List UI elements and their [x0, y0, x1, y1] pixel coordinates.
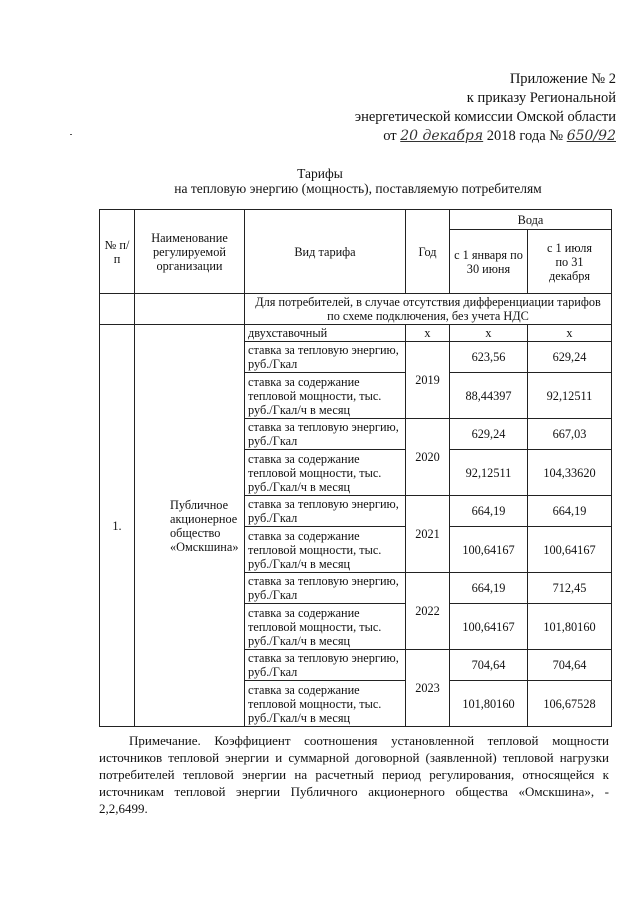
- x-mark: х: [406, 325, 450, 342]
- value-cell: 106,67528: [528, 681, 612, 727]
- note-text: Примечание. Коэффициент соотношения установленной тепловой мощности источников тепловой энергии и суммарной договорной (заявленной) тепловой нагрузки потребителей тепловой энергии на расчетный период регулирования, относящейся к источникам тепловой энергии Публичного акционерного общества «Омскшина», - 2,2,6499.: [99, 733, 609, 816]
- value-cell: 92,12511: [450, 450, 528, 496]
- date-year: 2018 года №: [486, 128, 564, 144]
- year-cell: 2021: [406, 496, 450, 573]
- year-cell: 2020: [406, 419, 450, 496]
- consumers-row: Для потребителей, в случае отсутствия дифференциации тарифов по схеме подключения, без учета НДС: [245, 294, 612, 325]
- scan-mark: [70, 134, 72, 135]
- two-part-label: двухставочный: [245, 325, 406, 342]
- rate-capacity-label: ставка за содержание тепловой мощности, тыс. руб./Гкал/ч в месяц: [245, 373, 406, 419]
- value-cell: 667,03: [528, 419, 612, 450]
- date-prefix: от: [383, 128, 397, 144]
- value-cell: 88,44397: [450, 373, 528, 419]
- value-cell: 629,24: [528, 342, 612, 373]
- document-subtitle: на тепловую энергию (мощность), поставляемую потребителям: [174, 181, 542, 196]
- year-cell: 2022: [406, 573, 450, 650]
- value-cell: 712,45: [528, 573, 612, 604]
- note-paragraph: [99, 732, 609, 817]
- year-cell: 2023: [406, 650, 450, 727]
- rate-capacity-label: ставка за содержание тепловой мощности, тыс. руб./Гкал/ч в месяц: [245, 681, 406, 727]
- value-cell: 100,64167: [528, 527, 612, 573]
- value-cell: 623,56: [450, 342, 528, 373]
- value-cell: 704,64: [450, 650, 528, 681]
- rate-energy-label: ставка за тепловую энергию, руб./Гкал: [245, 650, 406, 681]
- header-org: Наименование регулируемой организации: [135, 210, 245, 294]
- year-cell: 2019: [406, 342, 450, 419]
- handwritten-order-number: 650/92: [566, 128, 616, 144]
- header-tariff-type: Вид тарифа: [245, 210, 406, 294]
- value-cell: 664,19: [528, 496, 612, 527]
- appendix-header: [355, 70, 616, 146]
- value-cell: 100,64167: [450, 527, 528, 573]
- header-period-2: с 1 июля по 31 декабря: [528, 230, 612, 294]
- rate-energy-label: ставка за тепловую энергию, руб./Гкал: [245, 573, 406, 604]
- value-cell: 664,19: [450, 496, 528, 527]
- tariff-table: [99, 209, 612, 727]
- rate-energy-label: ставка за тепловую энергию, руб./Гкал: [245, 496, 406, 527]
- rate-energy-label: ставка за тепловую энергию, руб./Гкал: [245, 342, 406, 373]
- value-cell: 104,33620: [528, 450, 612, 496]
- order-reference: к приказу Региональной: [466, 90, 616, 106]
- value-cell: 629,24: [450, 419, 528, 450]
- rate-energy-label: ставка за тепловую энергию, руб./Гкал: [245, 419, 406, 450]
- handwritten-date: 20 декабря: [400, 128, 484, 144]
- value-cell: 100,64167: [450, 604, 528, 650]
- rate-capacity-label: ставка за содержание тепловой мощности, тыс. руб./Гкал/ч в месяц: [245, 527, 406, 573]
- header-period-1: с 1 января по 30 июня: [450, 230, 528, 294]
- value-cell: 664,19: [450, 573, 528, 604]
- header-num: № п/п: [100, 210, 135, 294]
- rate-capacity-label: ставка за содержание тепловой мощности, тыс. руб./Гкал/ч в месяц: [245, 450, 406, 496]
- commission-name: энергетической комиссии Омской области: [354, 109, 616, 125]
- value-cell: 704,64: [528, 650, 612, 681]
- x-mark: х: [450, 325, 528, 342]
- header-year: Год: [406, 210, 450, 294]
- value-cell: 92,12511: [528, 373, 612, 419]
- x-mark: х: [528, 325, 612, 342]
- appendix-number: Приложение № 2: [509, 71, 616, 87]
- order-date-line: [355, 127, 616, 146]
- document-title: Тарифы: [297, 166, 343, 181]
- row-number: 1.: [100, 325, 135, 727]
- organization-name: Публичное акционерное общество «Омскшина»: [135, 325, 245, 727]
- value-cell: 101,80160: [528, 604, 612, 650]
- header-water: Вода: [450, 210, 612, 230]
- value-cell: 101,80160: [450, 681, 528, 727]
- rate-capacity-label: ставка за содержание тепловой мощности, тыс. руб./Гкал/ч в месяц: [245, 604, 406, 650]
